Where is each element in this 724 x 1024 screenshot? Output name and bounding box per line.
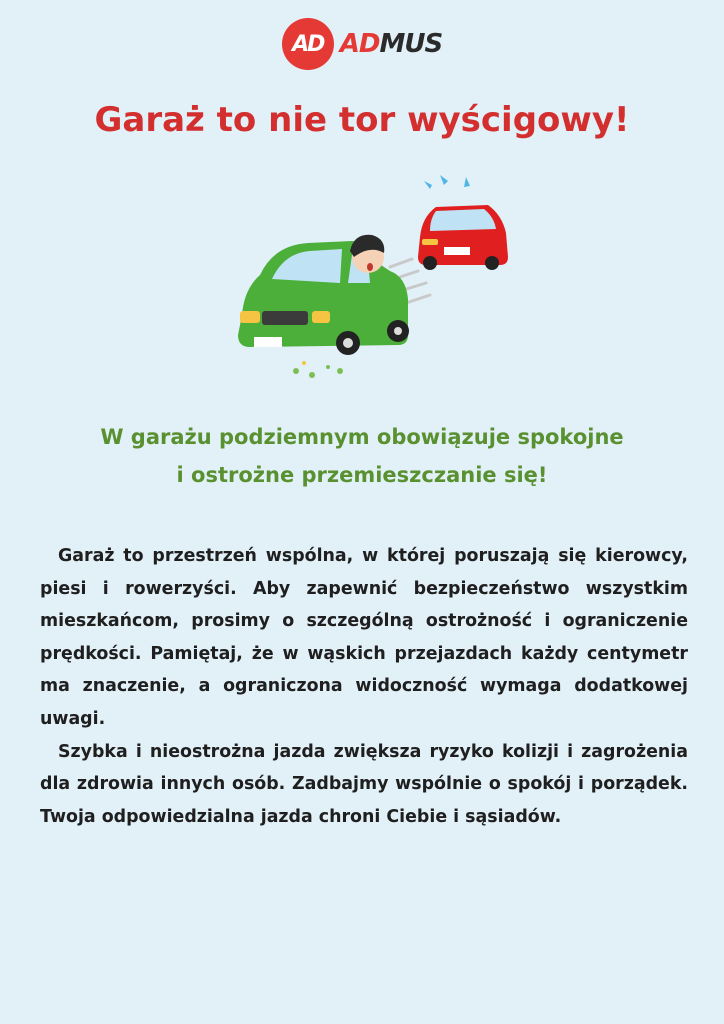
page-title: Garaż to nie tor wyścigowy! <box>94 100 630 140</box>
notice-body <box>40 540 688 833</box>
brand-logo <box>0 18 724 70</box>
body-paragraph-1: Garaż to przestrzeń wspólna, w której poruszają się kierowcy, piesi i rowerzyści. Aby zapewnić bezpieczeństwo wszystkim mieszkańcom, prosimy o szczególną ostrożność i ograniczenie prędkości. Pamiętaj, że w wąskich przejazdach każdy centymetr ma znaczenie, a ograniczona widoczność wymaga dodatkowej uwagi. <box>40 546 688 729</box>
green-car-icon <box>238 235 409 378</box>
car-collision-icon <box>230 175 520 380</box>
logo-wordmark <box>340 29 442 59</box>
body-paragraph-2: Szybka i nieostrożna jazda zwiększa ryzyko kolizji i zagrożenia dla zdrowia innych osób. Zadbajmy wspólnie o spokój i porządek. Twoja odpowiedzialna jazda chroni Ciebie i sąsiadów. <box>40 741 688 827</box>
red-car-icon <box>418 175 508 270</box>
subtitle-line-1: W garażu podziemnym obowiązuje spokojne <box>100 425 624 449</box>
logo-wordmark-rest: MUS <box>379 29 443 59</box>
subtitle-line-2: i ostrożne przemieszczanie się! <box>176 463 548 487</box>
logo-mark-icon: AD <box>282 18 334 70</box>
logo-wordmark-accent: AD <box>339 29 380 59</box>
safety-subtitle <box>30 418 694 494</box>
